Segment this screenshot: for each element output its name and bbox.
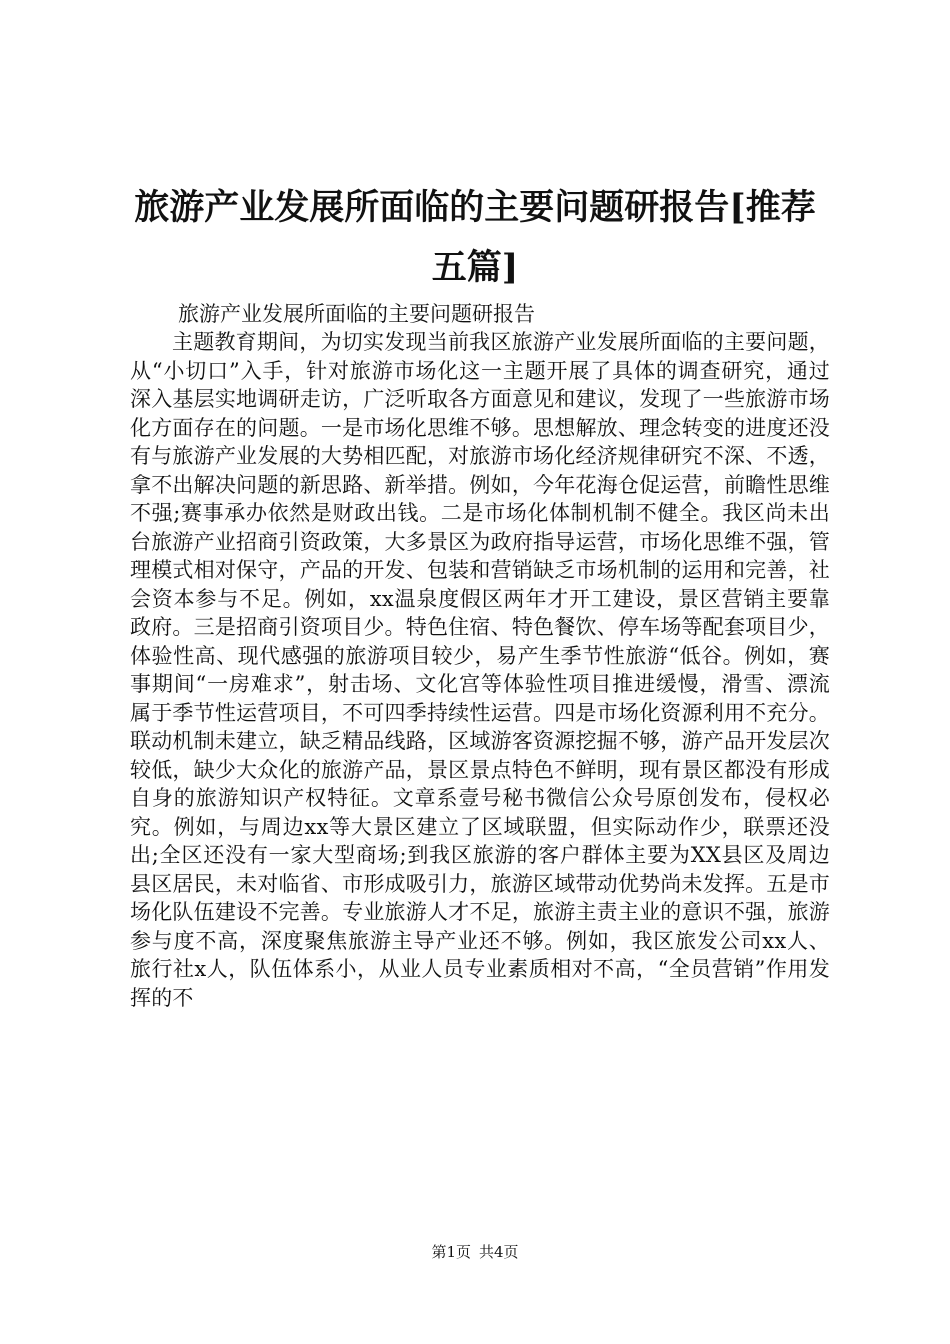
- document-subtitle: 旅游产业发展所面临的主要问题研报告: [178, 302, 535, 326]
- document-title: 旅游产业发展所面临的主要问题研报告[推荐五篇]: [134, 187, 816, 288]
- page-total: 共4页: [479, 1243, 519, 1261]
- page-number: 第1页: [431, 1243, 471, 1261]
- document-body: 主题教育期间，为切实发现当前我区旅游产业发展所面临的主要问题，从“小切口”入手，针对旅游市场化这一主题开展了具体的调查研究，通过深入基层实地调研走访，广泛听取各方面意见和建议，发现了一些旅游市场化方面存在的问题。一是市场化思维不够。思想解放、理念转变的进度还没有与旅游产业发展的大势相匹配，对旅游市场化经济规律研究不深、不透，拿不出解决问题的新思路、新举措。例如，今年花海仓促运营，前瞻性思维不强;赛事承办依然是财政出钱。二是市场化体制机制不健全。我区尚未出台旅游产业招商引资政策，大多景区为政府指导运营，市场化思维不强，管理模式相对保守，产品的开发、包装和营销缺乏市场机制的运用和完善，社会资本参与不足。例如，xx温泉度假区两年才开工建设，景区营销主要靠政府。三是招商引资项目少。特色住宿、特色餐饮、停车场等配套项目少，体验性高、现代感强的旅游项目较少，易产生季节性旅游“低谷。例如，赛事期间“一房难求”，射击场、文化宫等体验性项目推进缓慢，滑雪、漂流属于季节性运营项目，不可四季持续性运营。四是市场化资源利用不充分。联动机制未建立，缺乏精品线路，区域游客资源挖掘不够，游产品开发层次较低，缺少大众化的旅游产品，景区景点特色不鲜明，现有景区都没有形成自身的旅游知识产权特征。文章系壹号秘书微信公众号原创发布，侵权必究。例如，与周边xx等大景区建立了区域联盟，但实际动作少，联票还没出;全区还没有一家大型商场;到我区旅游的客户群体主要为XX县区及周边县区居民，未对临省、市形成吸引力，旅游区域带动优势尚未发挥。五是市场化队伍建设不完善。专业旅游人才不足，旅游主责主业的意识不强，旅游参与度不高，深度聚焦旅游主导产业还不够。例如，我区旅发公司xx人、旅行社x人，队伍体系小，从业人员专业素质相对不高，“全员营销”作用发挥的不: [130, 330, 830, 1010]
- page-footer: [0, 1242, 950, 1262]
